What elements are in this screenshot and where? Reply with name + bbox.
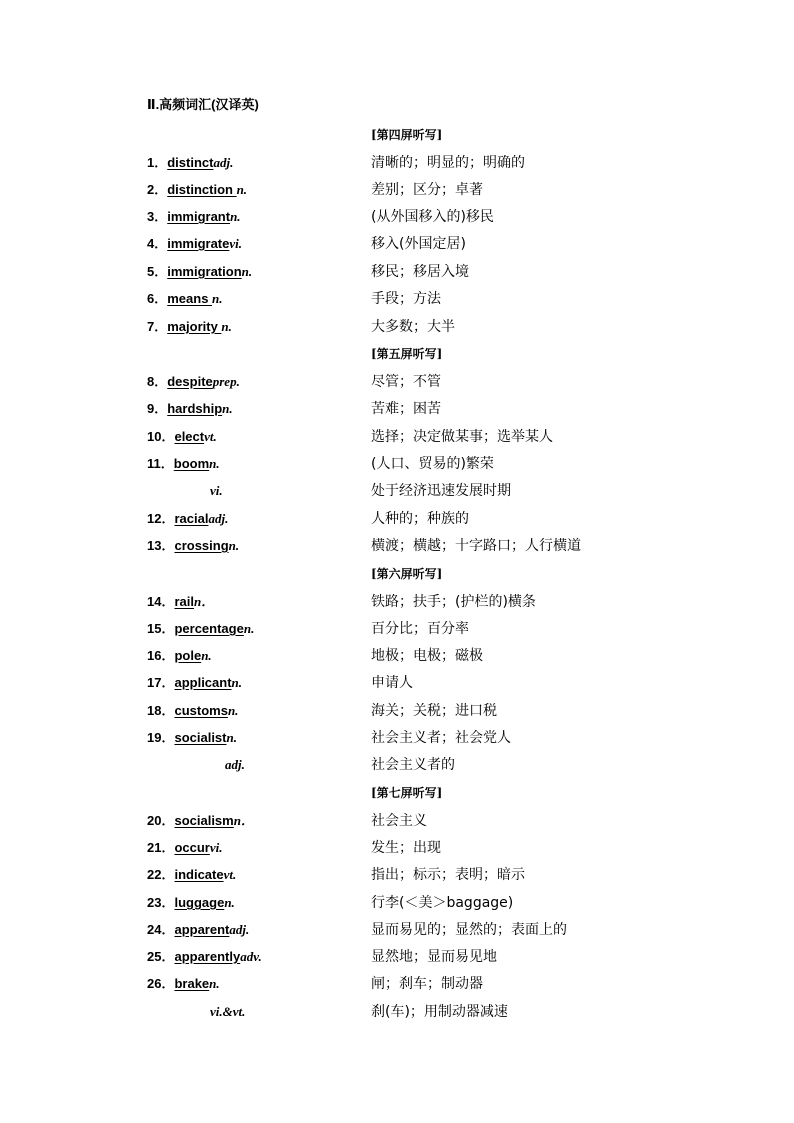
part-of-speech: adj.: [229, 922, 250, 937]
part-of-speech: vi.: [209, 840, 223, 855]
entry-line: [147, 537, 239, 555]
vocab-entry: [0, 233, 794, 255]
chinese-meaning: 社会主义者的: [371, 757, 455, 773]
part-of-speech: n．: [233, 813, 254, 828]
entry-line: [147, 428, 217, 446]
vocab-entry: [0, 371, 794, 393]
english-word: majority: [167, 319, 222, 334]
part-of-speech: adj.: [213, 155, 234, 170]
entry-number: 8．: [147, 374, 168, 389]
chinese-meaning: 刹(车)；用制动器减速: [371, 1004, 508, 1020]
chinese-meaning: 人种的；种族的: [371, 511, 469, 527]
english-word: applicant: [174, 675, 232, 690]
entry-number: 16．: [147, 648, 175, 663]
part-of-speech: n.: [236, 182, 248, 197]
english-word: distinct: [167, 155, 214, 170]
entry-number: 23．: [147, 895, 175, 910]
english-word: percentage: [174, 621, 244, 636]
vocab-entry: [0, 946, 794, 968]
part-of-speech: n.: [243, 621, 255, 636]
english-word: immigrate: [167, 236, 230, 251]
part-of-speech: vt.: [204, 429, 217, 444]
part-of-speech: n.: [241, 264, 253, 279]
entry-number: 1．: [147, 155, 168, 170]
english-word: hardship: [167, 401, 223, 416]
english-word: elect: [174, 429, 205, 444]
part-of-speech: n.: [231, 675, 243, 690]
entry-line: [147, 290, 223, 308]
entry-line: [147, 208, 241, 226]
chinese-meaning: 清晰的；明显的；明确的: [371, 155, 525, 171]
entry-number: 5．: [147, 264, 168, 279]
vocab-subentry: [0, 754, 794, 776]
entry-line: [147, 839, 223, 857]
english-word: brake: [174, 976, 210, 991]
part-of-speech: vi.: [229, 236, 243, 251]
vocab-entry: [0, 672, 794, 694]
vocab-entry: [0, 892, 794, 914]
section-row: [0, 563, 794, 585]
entry-line: [147, 263, 252, 281]
entry-line: [147, 373, 240, 391]
part-of-speech: vt.: [223, 867, 237, 882]
section-marker: [第六屏听写]: [371, 567, 443, 581]
vocab-entry: [0, 261, 794, 283]
entry-number: 17．: [147, 675, 175, 690]
vocab-entry: [0, 727, 794, 749]
entry-line: [147, 510, 228, 528]
vocab-entry: [0, 837, 794, 859]
entry-number: 9．: [147, 401, 168, 416]
part-of-speech: n.: [228, 538, 240, 553]
part-of-speech: vi.: [210, 483, 223, 498]
english-word: means: [167, 291, 213, 306]
vocab-entry: [0, 508, 794, 530]
english-word: customs: [174, 703, 228, 718]
part-of-speech: n.: [227, 703, 239, 718]
english-word: immigration: [167, 264, 242, 279]
chinese-meaning: 大多数；大半: [371, 319, 455, 335]
chinese-meaning: 社会主义: [371, 813, 427, 829]
entry-number: 15．: [147, 621, 175, 636]
english-word: crossing: [174, 538, 229, 553]
section-row: [0, 343, 794, 365]
entry-line: [147, 181, 247, 199]
part-of-speech: n.: [224, 895, 235, 910]
chinese-meaning: 移民；移居入境: [371, 264, 469, 280]
section-row: [0, 782, 794, 804]
entry-line: [147, 620, 254, 638]
english-word: distinction: [167, 182, 237, 197]
vocab-entry: [0, 426, 794, 448]
english-word: indicate: [174, 867, 224, 882]
entry-line: [147, 235, 242, 253]
vocab-entry: [0, 535, 794, 557]
entry-line: [147, 400, 233, 418]
chinese-meaning: 选择；决定做某事；选举某人: [371, 429, 553, 445]
entry-number: 25．: [147, 949, 175, 964]
vocab-entry: [0, 919, 794, 941]
entry-line: [147, 894, 235, 912]
vocab-entry: [0, 288, 794, 310]
entry-number: 12．: [147, 511, 175, 526]
vocab-subentry: [0, 480, 794, 502]
vocab-entry: [0, 206, 794, 228]
entry-line: [147, 812, 254, 830]
part-of-speech: adv.: [240, 949, 262, 964]
chinese-meaning: 海关；关税；进口税: [371, 703, 497, 719]
vocab-entry: [0, 152, 794, 174]
entry-number: 26．: [147, 976, 175, 991]
english-word: socialism: [174, 813, 234, 828]
english-word: racial: [174, 511, 209, 526]
part-of-speech: adj.: [225, 757, 245, 772]
vocab-subentry: [0, 1001, 794, 1023]
vocab-entry: [0, 700, 794, 722]
english-word: despite: [167, 374, 213, 389]
entry-line: [147, 154, 233, 172]
chinese-meaning: 百分比；百分率: [371, 621, 469, 637]
english-word: luggage: [174, 895, 225, 910]
chinese-meaning: 申请人: [371, 675, 413, 691]
vocab-entry: [0, 316, 794, 338]
chinese-meaning: 横渡；横越；十字路口；人行横道: [371, 538, 581, 554]
part-of-speech: n．: [193, 594, 215, 609]
english-word: pole: [174, 648, 202, 663]
entry-number: 11．: [147, 456, 174, 471]
entry-line: [147, 729, 237, 747]
vocab-entry: [0, 179, 794, 201]
part-of-speech: n.: [201, 648, 212, 663]
part-of-speech: adj.: [208, 511, 229, 526]
english-word: apparent: [174, 922, 230, 937]
part-of-speech: n.: [230, 209, 241, 224]
vocab-entry: [0, 618, 794, 640]
section-row: [0, 124, 794, 146]
chinese-meaning: 行李(＜美＞baggage): [371, 895, 514, 911]
entry-number: 21．: [147, 840, 175, 855]
chinese-meaning: 显然地；显而易见地: [371, 949, 497, 965]
entry-number: 13．: [147, 538, 175, 553]
part-of-speech: n.: [209, 456, 220, 471]
chinese-meaning: 移入(外国定居): [371, 236, 466, 252]
english-word: occur: [174, 840, 210, 855]
english-word: apparently: [174, 949, 241, 964]
section-marker: [第四屏听写]: [371, 128, 443, 142]
entry-number: 2．: [147, 182, 168, 197]
chinese-meaning: 发生；出现: [371, 840, 441, 856]
entry-number: 4．: [147, 236, 168, 251]
entry-number: 7．: [147, 319, 168, 334]
vocab-entry: [0, 645, 794, 667]
entry-number: 14．: [147, 594, 175, 609]
entry-line: [147, 455, 220, 473]
part-of-speech: prep.: [212, 374, 240, 389]
vocab-entry: [0, 398, 794, 420]
chinese-meaning: 差别；区分；卓著: [371, 182, 483, 198]
entry-line: [147, 921, 249, 939]
entry-line: [147, 318, 232, 336]
chinese-meaning: 尽管；不管: [371, 374, 441, 390]
vocab-entry: [0, 973, 794, 995]
entry-line: [147, 948, 262, 966]
entry-line: [147, 593, 214, 611]
part-of-speech: n.: [226, 730, 237, 745]
entry-line: [147, 702, 238, 720]
chinese-meaning: 手段；方法: [371, 291, 441, 307]
chinese-meaning: 指出；标示；表明；暗示: [371, 867, 525, 883]
entry-number: 19．: [147, 730, 175, 745]
entry-number: 24．: [147, 922, 175, 937]
section-marker: [第五屏听写]: [371, 347, 443, 361]
entry-number: 20．: [147, 813, 175, 828]
english-word: boom: [173, 456, 210, 471]
chinese-meaning: 苦难；困苦: [371, 401, 441, 417]
entry-line: [147, 975, 220, 993]
part-of-speech: n.: [212, 291, 223, 306]
english-word: rail: [174, 594, 194, 609]
section-heading: Ⅱ.高频词汇(汉译英): [147, 97, 259, 112]
chinese-meaning: 社会主义者；社会党人: [371, 730, 511, 746]
chinese-meaning: 处于经济迅速发展时期: [371, 483, 511, 499]
part-of-speech: n.: [222, 401, 233, 416]
entry-line: [147, 647, 212, 665]
vocab-entry: [0, 591, 794, 613]
part-of-speech: vi.&vt.: [210, 1004, 246, 1019]
entry-number: 10．: [147, 429, 175, 444]
entry-number: 22．: [147, 867, 175, 882]
chinese-meaning: (从外国移入的)移民: [371, 209, 494, 225]
chinese-meaning: 显而易见的；显然的；表面上的: [371, 922, 567, 938]
entry-number: 6．: [147, 291, 168, 306]
part-of-speech: n.: [209, 976, 220, 991]
section-marker: [第七屏听写]: [371, 786, 443, 800]
vocab-entry: [0, 864, 794, 886]
chinese-meaning: (人口、贸易的)繁荣: [371, 456, 494, 472]
part-of-speech: n.: [221, 319, 232, 334]
vocab-entry: [0, 810, 794, 832]
entry-number: 18．: [147, 703, 175, 718]
entry-line: [147, 866, 236, 884]
chinese-meaning: 铁路；扶手；(护栏的)横条: [371, 594, 536, 610]
vocab-entry: [0, 453, 794, 475]
entry-line: [147, 674, 242, 692]
english-word: immigrant: [167, 209, 231, 224]
chinese-meaning: 地极；电极；磁极: [371, 648, 483, 664]
chinese-meaning: 闸；刹车；制动器: [371, 976, 483, 992]
english-word: socialist: [174, 730, 227, 745]
entry-number: 3．: [147, 209, 168, 224]
